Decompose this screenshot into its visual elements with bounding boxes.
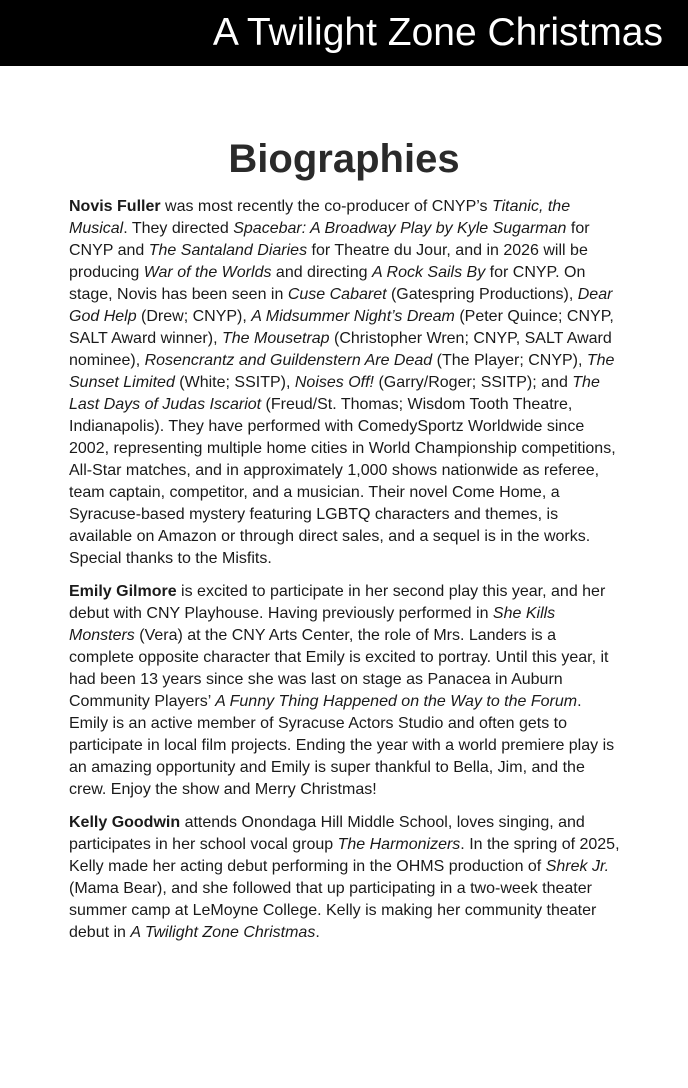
bio-text: for CNYP. On stage, Novis has been seen in xyxy=(69,264,586,303)
bio-text: (Freud/St. Thomas; Wisdom Tooth Theatre, Indianapolis). They have performed with ComedySportz Worldwide since 2002, representing multiple home cities in World Championship competitions, All-Star matches, and in approximately 1,000 shows nationwide as referee, team captain, competitor, and a musician. Their novel Come Home, a Syracuse-based mystery featuring LGBTQ characters and themes, is available on Amazon or through direct sales, and a sequel is in the works. Special thanks to the Misfits. xyxy=(69,396,616,567)
bio-work-title: A Midsummer Night’s Dream xyxy=(251,308,455,325)
bio-text: (Vera) at the CNY Arts Center, the role of Mrs. Landers is a complete opposite character that Emily is excited to portray. Until this year, it had been 13 years since she was last on stage as Panacea in Auburn Community Players’ xyxy=(69,627,609,710)
bio-work-title: Shrek Jr. xyxy=(545,858,610,875)
bio-work-title: Noises Off! xyxy=(294,374,374,391)
bio-text: (Mama Bear), and she followed that up participating in a two-week theater summer camp at LeMoyne College. Kelly is making her community theater debut in xyxy=(69,880,597,941)
bio-work-title: A Rock Sails By xyxy=(371,264,486,281)
bio-work-title: Titanic, the Musical xyxy=(69,198,571,237)
bio-text: for Theatre du Jour, and in 2026 will be producing xyxy=(69,242,588,281)
bio-text: and directing xyxy=(271,264,372,281)
bio-work-title: The Sunset Limited xyxy=(69,352,615,391)
bio-text: . Emily is an active member of Syracuse Actors Studio and often gets to participate in local film projects. Ending the year with a world premiere play is an amazing opportunity and Emily is super thankful to Bella, Jim, and the crew. Enjoy the show and Merry Christmas! xyxy=(69,693,615,798)
bio-text: attends Onondaga Hill Middle School, loves singing, and participates in her school vocal group xyxy=(69,814,585,853)
bio-work-title: The Last Days of Judas Iscariot xyxy=(69,374,600,413)
bio-work-title: She Kills Monsters xyxy=(69,605,556,644)
bio-text: (Gatespring Productions), xyxy=(386,286,578,303)
bio-work-title: A Twilight Zone Christmas xyxy=(130,924,316,941)
page-title: Biographies xyxy=(228,136,460,181)
bio-paragraph-emily-gilmore xyxy=(69,581,625,801)
bio-text: (Drew; CNYP), xyxy=(136,308,252,325)
bio-text: (Peter Quince; CNYP, SALT Award winner), xyxy=(69,308,614,347)
bio-work-title: Rosencrantz and Guildenstern Are Dead xyxy=(144,352,433,369)
bio-text: for CNYP and xyxy=(69,220,590,259)
bio-text: . They directed xyxy=(123,220,234,237)
bio-paragraph-novis-fuller xyxy=(69,196,625,570)
bio-text: is excited to participate in her second play this year, and her debut with CNY Playhouse. Having previously performed in xyxy=(69,583,606,622)
bio-name: Novis Fuller xyxy=(69,198,161,215)
header-bar xyxy=(0,0,688,66)
bio-work-title: Spacebar: A Broadway Play by Kyle Sugarman xyxy=(233,220,567,237)
bio-work-title: A Funny Thing Happened on the Way to the Forum xyxy=(215,693,578,710)
bio-text: . In the spring of 2025, Kelly made her acting debut performing in the OHMS production of xyxy=(69,836,620,875)
bio-work-title: The Harmonizers xyxy=(337,836,461,853)
document-header-title: A Twilight Zone Christmas xyxy=(212,11,663,54)
bio-text: (Christopher Wren; CNYP, SALT Award nominee), xyxy=(69,330,612,369)
bio-text: (White; SSITP), xyxy=(174,374,295,391)
bio-text: was most recently the co-producer of CNYP’s xyxy=(160,198,492,215)
bio-text: (The Player; CNYP), xyxy=(432,352,587,369)
bio-name: Emily Gilmore xyxy=(69,583,177,600)
bio-work-title: War of the Worlds xyxy=(143,264,272,281)
bio-work-title: Dear God Help xyxy=(69,286,613,325)
bio-work-title: Cuse Cabaret xyxy=(287,286,387,303)
bio-text: (Garry/Roger; SSITP); and xyxy=(374,374,573,391)
bio-work-title: The Santaland Diaries xyxy=(148,242,308,259)
bio-name: Kelly Goodwin xyxy=(69,814,181,831)
bio-text: . xyxy=(315,924,320,941)
biographies-section xyxy=(69,196,625,955)
bio-paragraph-kelly-goodwin xyxy=(69,812,625,944)
bio-work-title: The Mousetrap xyxy=(221,330,330,347)
